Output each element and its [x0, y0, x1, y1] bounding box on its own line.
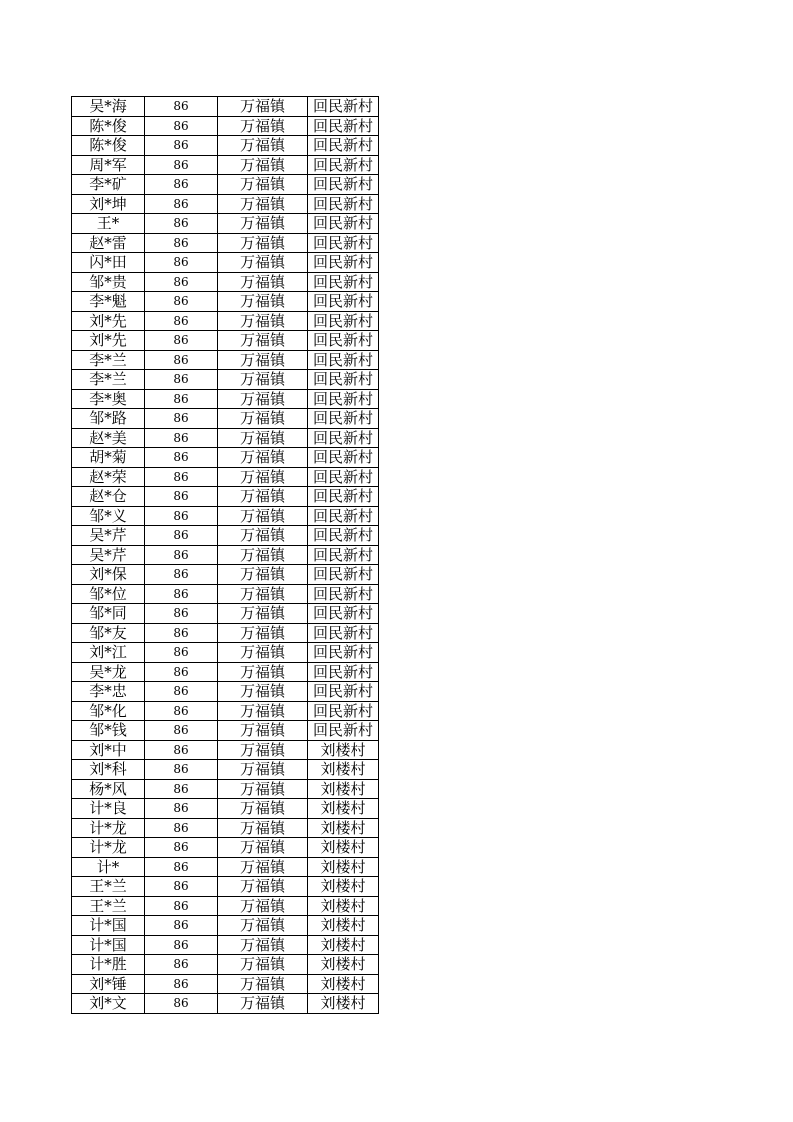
count-cell: 86 [145, 760, 218, 780]
village-cell: 回民新村 [308, 136, 379, 156]
town-cell: 万福镇 [218, 448, 308, 468]
name-cell: 赵*荣 [72, 467, 145, 487]
count-cell: 86 [145, 272, 218, 292]
village-cell: 刘楼村 [308, 974, 379, 994]
town-cell: 万福镇 [218, 136, 308, 156]
name-cell: 邹*位 [72, 584, 145, 604]
town-cell: 万福镇 [218, 370, 308, 390]
village-cell: 回民新村 [308, 604, 379, 624]
count-cell: 86 [145, 292, 218, 312]
count-cell: 86 [145, 994, 218, 1014]
name-cell: 吴*芹 [72, 526, 145, 546]
table-row [72, 272, 379, 292]
table-row [72, 623, 379, 643]
table-row [72, 545, 379, 565]
town-cell: 万福镇 [218, 506, 308, 526]
name-cell: 赵*美 [72, 428, 145, 448]
village-cell: 回民新村 [308, 253, 379, 273]
village-cell: 回民新村 [308, 175, 379, 195]
town-cell: 万福镇 [218, 175, 308, 195]
village-cell: 回民新村 [308, 409, 379, 429]
name-cell: 王*兰 [72, 896, 145, 916]
count-cell: 86 [145, 97, 218, 117]
village-cell: 回民新村 [308, 428, 379, 448]
town-cell: 万福镇 [218, 350, 308, 370]
table-row [72, 701, 379, 721]
table-row [72, 896, 379, 916]
name-cell: 李*矿 [72, 175, 145, 195]
town-cell: 万福镇 [218, 935, 308, 955]
village-cell: 刘楼村 [308, 935, 379, 955]
town-cell: 万福镇 [218, 643, 308, 663]
name-cell: 邹*友 [72, 623, 145, 643]
town-cell: 万福镇 [218, 272, 308, 292]
count-cell: 86 [145, 350, 218, 370]
village-cell: 回民新村 [308, 214, 379, 234]
town-cell: 万福镇 [218, 526, 308, 546]
table-row [72, 526, 379, 546]
table-row [72, 97, 379, 117]
village-cell: 回民新村 [308, 116, 379, 136]
table-row [72, 682, 379, 702]
count-cell: 86 [145, 662, 218, 682]
village-cell: 刘楼村 [308, 896, 379, 916]
table-row [72, 721, 379, 741]
village-cell: 回民新村 [308, 487, 379, 507]
village-cell: 回民新村 [308, 545, 379, 565]
village-cell: 回民新村 [308, 448, 379, 468]
name-cell: 吴*芹 [72, 545, 145, 565]
village-cell: 回民新村 [308, 526, 379, 546]
table-row [72, 994, 379, 1014]
town-cell: 万福镇 [218, 857, 308, 877]
name-cell: 邹*同 [72, 604, 145, 624]
town-cell: 万福镇 [218, 409, 308, 429]
count-cell: 86 [145, 428, 218, 448]
name-cell: 计*国 [72, 935, 145, 955]
village-cell: 回民新村 [308, 643, 379, 663]
count-cell: 86 [145, 467, 218, 487]
village-cell: 回民新村 [308, 623, 379, 643]
count-cell: 86 [145, 857, 218, 877]
town-cell: 万福镇 [218, 974, 308, 994]
table-row [72, 955, 379, 975]
name-cell: 刘*文 [72, 994, 145, 1014]
village-cell: 回民新村 [308, 721, 379, 741]
name-cell: 吴*海 [72, 97, 145, 117]
town-cell: 万福镇 [218, 233, 308, 253]
table-row [72, 428, 379, 448]
count-cell: 86 [145, 955, 218, 975]
town-cell: 万福镇 [218, 292, 308, 312]
table-row [72, 877, 379, 897]
name-cell: 李*兰 [72, 350, 145, 370]
town-cell: 万福镇 [218, 877, 308, 897]
village-cell: 刘楼村 [308, 994, 379, 1014]
town-cell: 万福镇 [218, 701, 308, 721]
count-cell: 86 [145, 233, 218, 253]
village-cell: 回民新村 [308, 565, 379, 585]
village-cell: 回民新村 [308, 701, 379, 721]
name-cell: 陈*俊 [72, 136, 145, 156]
village-cell: 回民新村 [308, 506, 379, 526]
village-cell: 回民新村 [308, 97, 379, 117]
count-cell: 86 [145, 877, 218, 897]
town-cell: 万福镇 [218, 623, 308, 643]
town-cell: 万福镇 [218, 428, 308, 448]
count-cell: 86 [145, 214, 218, 234]
table-row [72, 253, 379, 273]
count-cell: 86 [145, 799, 218, 819]
town-cell: 万福镇 [218, 721, 308, 741]
count-cell: 86 [145, 740, 218, 760]
table-row [72, 740, 379, 760]
table-row [72, 643, 379, 663]
name-cell: 赵*雷 [72, 233, 145, 253]
count-cell: 86 [145, 701, 218, 721]
count-cell: 86 [145, 916, 218, 936]
count-cell: 86 [145, 565, 218, 585]
table-row [72, 662, 379, 682]
name-cell: 刘*保 [72, 565, 145, 585]
town-cell: 万福镇 [218, 389, 308, 409]
count-cell: 86 [145, 604, 218, 624]
table-row [72, 292, 379, 312]
table-row [72, 409, 379, 429]
table-row [72, 799, 379, 819]
table-row [72, 155, 379, 175]
name-cell: 刘*江 [72, 643, 145, 663]
count-cell: 86 [145, 389, 218, 409]
town-cell: 万福镇 [218, 799, 308, 819]
count-cell: 86 [145, 935, 218, 955]
name-cell: 计*国 [72, 916, 145, 936]
table-row [72, 779, 379, 799]
table-row [72, 584, 379, 604]
town-cell: 万福镇 [218, 584, 308, 604]
table-row [72, 974, 379, 994]
table-row [72, 233, 379, 253]
village-cell: 回民新村 [308, 584, 379, 604]
name-cell: 赵*仓 [72, 487, 145, 507]
town-cell: 万福镇 [218, 994, 308, 1014]
data-table [71, 96, 379, 1014]
name-cell: 计*龙 [72, 838, 145, 858]
village-cell: 刘楼村 [308, 916, 379, 936]
table-row [72, 194, 379, 214]
name-cell: 邹*钱 [72, 721, 145, 741]
town-cell: 万福镇 [218, 565, 308, 585]
count-cell: 86 [145, 448, 218, 468]
village-cell: 回民新村 [308, 272, 379, 292]
name-cell: 刘*坤 [72, 194, 145, 214]
name-cell: 吴*龙 [72, 662, 145, 682]
count-cell: 86 [145, 155, 218, 175]
table-row [72, 467, 379, 487]
town-cell: 万福镇 [218, 818, 308, 838]
village-cell: 回民新村 [308, 370, 379, 390]
table-row [72, 175, 379, 195]
name-cell: 李*忠 [72, 682, 145, 702]
town-cell: 万福镇 [218, 740, 308, 760]
village-cell: 刘楼村 [308, 760, 379, 780]
table-row [72, 136, 379, 156]
village-cell: 刘楼村 [308, 838, 379, 858]
town-cell: 万福镇 [218, 116, 308, 136]
table-row [72, 311, 379, 331]
table-row [72, 116, 379, 136]
count-cell: 86 [145, 506, 218, 526]
village-cell: 回民新村 [308, 155, 379, 175]
name-cell: 周*军 [72, 155, 145, 175]
name-cell: 陈*俊 [72, 116, 145, 136]
count-cell: 86 [145, 896, 218, 916]
name-cell: 计*良 [72, 799, 145, 819]
name-cell: 刘*先 [72, 331, 145, 351]
town-cell: 万福镇 [218, 331, 308, 351]
village-cell: 回民新村 [308, 350, 379, 370]
town-cell: 万福镇 [218, 779, 308, 799]
town-cell: 万福镇 [218, 155, 308, 175]
village-cell: 回民新村 [308, 662, 379, 682]
village-cell: 回民新村 [308, 467, 379, 487]
name-cell: 王*兰 [72, 877, 145, 897]
village-cell: 回民新村 [308, 682, 379, 702]
name-cell: 计*胜 [72, 955, 145, 975]
count-cell: 86 [145, 838, 218, 858]
table-row [72, 760, 379, 780]
town-cell: 万福镇 [218, 682, 308, 702]
count-cell: 86 [145, 116, 218, 136]
village-cell: 回民新村 [308, 194, 379, 214]
count-cell: 86 [145, 194, 218, 214]
town-cell: 万福镇 [218, 604, 308, 624]
name-cell: 刘*锤 [72, 974, 145, 994]
name-cell: 刘*中 [72, 740, 145, 760]
name-cell: 李*魁 [72, 292, 145, 312]
name-cell: 邹*路 [72, 409, 145, 429]
town-cell: 万福镇 [218, 896, 308, 916]
table-row [72, 448, 379, 468]
village-cell: 刘楼村 [308, 857, 379, 877]
village-cell: 刘楼村 [308, 799, 379, 819]
name-cell: 胡*菊 [72, 448, 145, 468]
name-cell: 邹*义 [72, 506, 145, 526]
count-cell: 86 [145, 331, 218, 351]
count-cell: 86 [145, 526, 218, 546]
count-cell: 86 [145, 643, 218, 663]
name-cell: 邹*化 [72, 701, 145, 721]
table-row [72, 818, 379, 838]
count-cell: 86 [145, 311, 218, 331]
count-cell: 86 [145, 584, 218, 604]
name-cell: 刘*科 [72, 760, 145, 780]
name-cell: 闪*田 [72, 253, 145, 273]
count-cell: 86 [145, 779, 218, 799]
town-cell: 万福镇 [218, 194, 308, 214]
town-cell: 万福镇 [218, 662, 308, 682]
village-cell: 回民新村 [308, 311, 379, 331]
town-cell: 万福镇 [218, 955, 308, 975]
table-row [72, 604, 379, 624]
count-cell: 86 [145, 682, 218, 702]
table-row [72, 331, 379, 351]
table-row [72, 370, 379, 390]
table-row [72, 857, 379, 877]
town-cell: 万福镇 [218, 760, 308, 780]
table-body [72, 97, 379, 1014]
name-cell: 李*奥 [72, 389, 145, 409]
count-cell: 86 [145, 974, 218, 994]
village-cell: 刘楼村 [308, 955, 379, 975]
town-cell: 万福镇 [218, 487, 308, 507]
town-cell: 万福镇 [218, 545, 308, 565]
village-cell: 刘楼村 [308, 740, 379, 760]
table-row [72, 916, 379, 936]
name-cell: 王* [72, 214, 145, 234]
village-cell: 回民新村 [308, 389, 379, 409]
table-row [72, 565, 379, 585]
table-row [72, 935, 379, 955]
count-cell: 86 [145, 253, 218, 273]
town-cell: 万福镇 [218, 916, 308, 936]
table-row [72, 389, 379, 409]
village-cell: 回民新村 [308, 292, 379, 312]
town-cell: 万福镇 [218, 467, 308, 487]
village-cell: 回民新村 [308, 233, 379, 253]
name-cell: 刘*先 [72, 311, 145, 331]
name-cell: 计*龙 [72, 818, 145, 838]
town-cell: 万福镇 [218, 253, 308, 273]
town-cell: 万福镇 [218, 838, 308, 858]
town-cell: 万福镇 [218, 214, 308, 234]
village-cell: 回民新村 [308, 331, 379, 351]
name-cell: 杨*风 [72, 779, 145, 799]
table-row [72, 214, 379, 234]
count-cell: 86 [145, 818, 218, 838]
count-cell: 86 [145, 409, 218, 429]
count-cell: 86 [145, 136, 218, 156]
count-cell: 86 [145, 370, 218, 390]
name-cell: 邹*贵 [72, 272, 145, 292]
town-cell: 万福镇 [218, 97, 308, 117]
count-cell: 86 [145, 623, 218, 643]
town-cell: 万福镇 [218, 311, 308, 331]
name-cell: 计* [72, 857, 145, 877]
village-cell: 刘楼村 [308, 779, 379, 799]
name-cell: 李*兰 [72, 370, 145, 390]
count-cell: 86 [145, 487, 218, 507]
count-cell: 86 [145, 721, 218, 741]
count-cell: 86 [145, 175, 218, 195]
table-row [72, 506, 379, 526]
table-row [72, 838, 379, 858]
table-row [72, 487, 379, 507]
table-row [72, 350, 379, 370]
village-cell: 刘楼村 [308, 877, 379, 897]
village-cell: 刘楼村 [308, 818, 379, 838]
count-cell: 86 [145, 545, 218, 565]
